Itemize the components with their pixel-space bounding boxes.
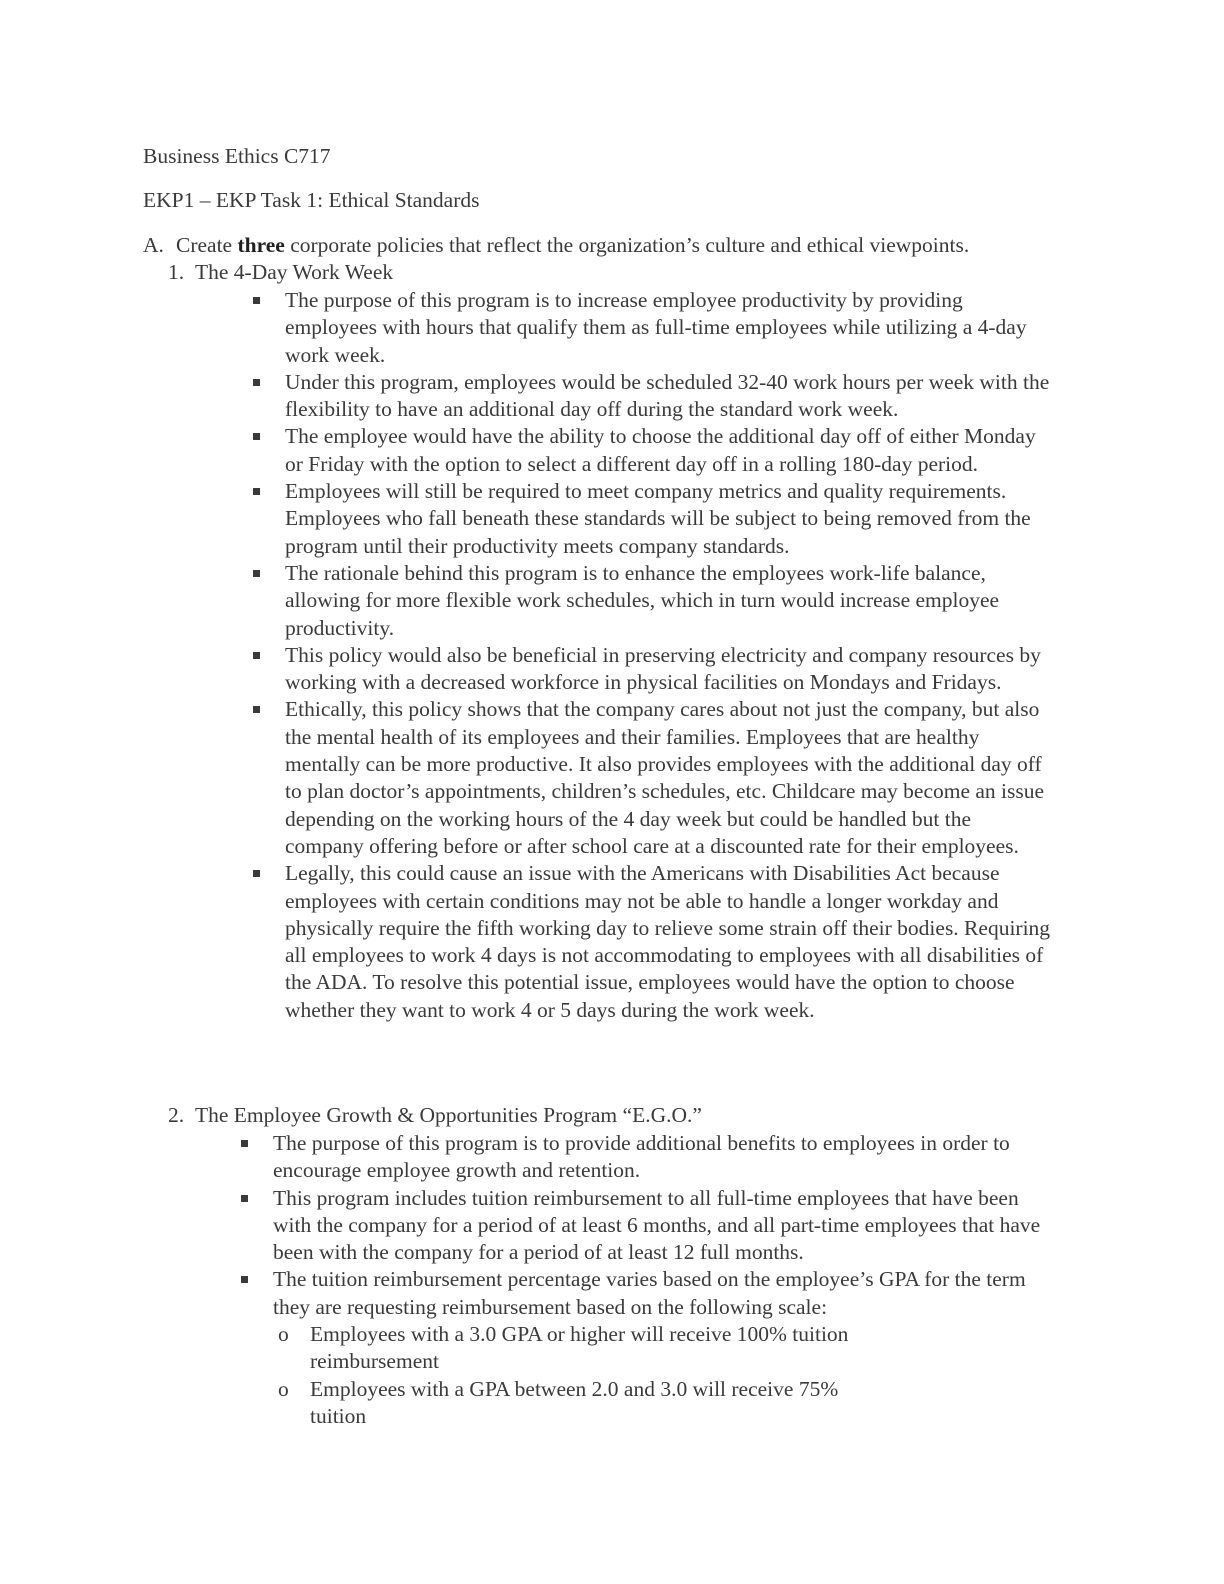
square-bullet-icon bbox=[253, 706, 260, 713]
policy-title: The Employee Growth & Opportunities Program “E.G.O.” bbox=[195, 1103, 702, 1127]
policy-number: 1. bbox=[168, 260, 185, 284]
list-item: Legally, this could cause an issue with the Americans with Disabilities Act because employees with certain conditions may not be able to handle a longer workday and physically require the fifth working day to relieve some strain off their bodies. Requiring all employees to work 4 days is not accommodating to employees with all disabilities of the ADA. To resolve this potential issue, employees would have the option to choose whether they want to work 4 or 5 days during the work week. bbox=[250, 860, 1055, 1024]
policy-title: The 4-Day Work Week bbox=[195, 260, 394, 284]
list-item: Ethically, this policy shows that the company cares about not just the company, but also the mental health of its employees and their families. Employees that are healthy mentally can be more productive. It also provides employees with the additional day off to plan doctor’s appointments, children’s schedules, etc. Childcare may become an issue depending on the working hours of the 4 day week but could be handled but the company offering before or after school care at a discounted rate for their employees. bbox=[250, 696, 1055, 860]
square-bullet-icon bbox=[253, 870, 260, 877]
section-marker: A. bbox=[143, 233, 164, 257]
list-item: The purpose of this program is to provide additional benefits to employees in order to encourage employee growth and retention. bbox=[238, 1130, 1048, 1185]
square-bullet-icon bbox=[253, 570, 260, 577]
square-bullet-icon bbox=[253, 652, 260, 659]
section-a-text bbox=[176, 232, 969, 259]
square-bullet-icon bbox=[241, 1140, 248, 1147]
policy-bullet-list bbox=[238, 1130, 1048, 1430]
square-bullet-icon bbox=[241, 1195, 248, 1202]
list-item: The rationale behind this program is to enhance the employees work-life balance, allowing for more flexible work schedules, which in turn would increase employee productivity. bbox=[250, 560, 1055, 642]
list-item: The tuition reimbursement percentage varies based on the employee’s GPA for the term they are requesting reimbursement based on the following scale: bbox=[238, 1266, 1048, 1321]
policy-number: 2. bbox=[168, 1103, 185, 1127]
list-item: o Employees with a 3.0 GPA or higher will receive 100% tuition reimbursement bbox=[278, 1322, 849, 1374]
list-item: This policy would also be beneficial in preserving electricity and company resources by working with a decreased workforce in physical facilities on Mondays and Fridays. bbox=[250, 642, 1055, 697]
prompt-text-before: Create bbox=[176, 233, 233, 257]
list-item: Employees will still be required to meet company metrics and quality requirements. Employees who fall beneath these standards will be subject to being removed from the program until their productivity meets company standards. bbox=[250, 478, 1055, 560]
policy-bullet-list bbox=[250, 287, 1055, 1024]
prompt-bold-word: three bbox=[237, 233, 285, 257]
square-bullet-icon bbox=[253, 488, 260, 495]
policy-heading bbox=[168, 259, 393, 286]
policy-heading bbox=[168, 1102, 702, 1129]
square-bullet-icon bbox=[253, 297, 260, 304]
sub-list-container bbox=[238, 1321, 1048, 1430]
square-bullet-icon bbox=[253, 433, 260, 440]
sub-bullet-list bbox=[275, 1321, 885, 1430]
list-item: o Employees with a GPA between 2.0 and 3.0 will receive 75% tuition bbox=[278, 1376, 839, 1428]
task-title: EKP1 – EKP Task 1: Ethical Standards bbox=[143, 188, 480, 212]
list-item: The employee would have the ability to choose the additional day off of either Monday or Friday with the option to select a different day off in a rolling 180-day period. bbox=[250, 423, 1055, 478]
circle-bullet-icon: o bbox=[278, 1322, 289, 1347]
prompt-text-after: corporate policies that reflect the organization’s culture and ethical viewpoints. bbox=[290, 233, 970, 257]
circle-bullet-icon: o bbox=[278, 1376, 289, 1401]
list-item: The purpose of this program is to increase employee productivity by providing employees with hours that qualify them as full-time employees while utilizing a 4-day work week. bbox=[250, 287, 1055, 369]
list-item: This program includes tuition reimbursement to all full-time employees that have been with the company for a period of at least 6 months, and all part-time employees that have been with the company for a period of at least 12 full months. bbox=[238, 1185, 1048, 1267]
list-item: Under this program, employees would be scheduled 32-40 work hours per week with the flexibility to have an additional day off during the standard work week. bbox=[250, 369, 1055, 424]
square-bullet-icon bbox=[253, 379, 260, 386]
square-bullet-icon bbox=[241, 1276, 248, 1283]
course-title: Business Ethics C717 bbox=[143, 144, 331, 168]
